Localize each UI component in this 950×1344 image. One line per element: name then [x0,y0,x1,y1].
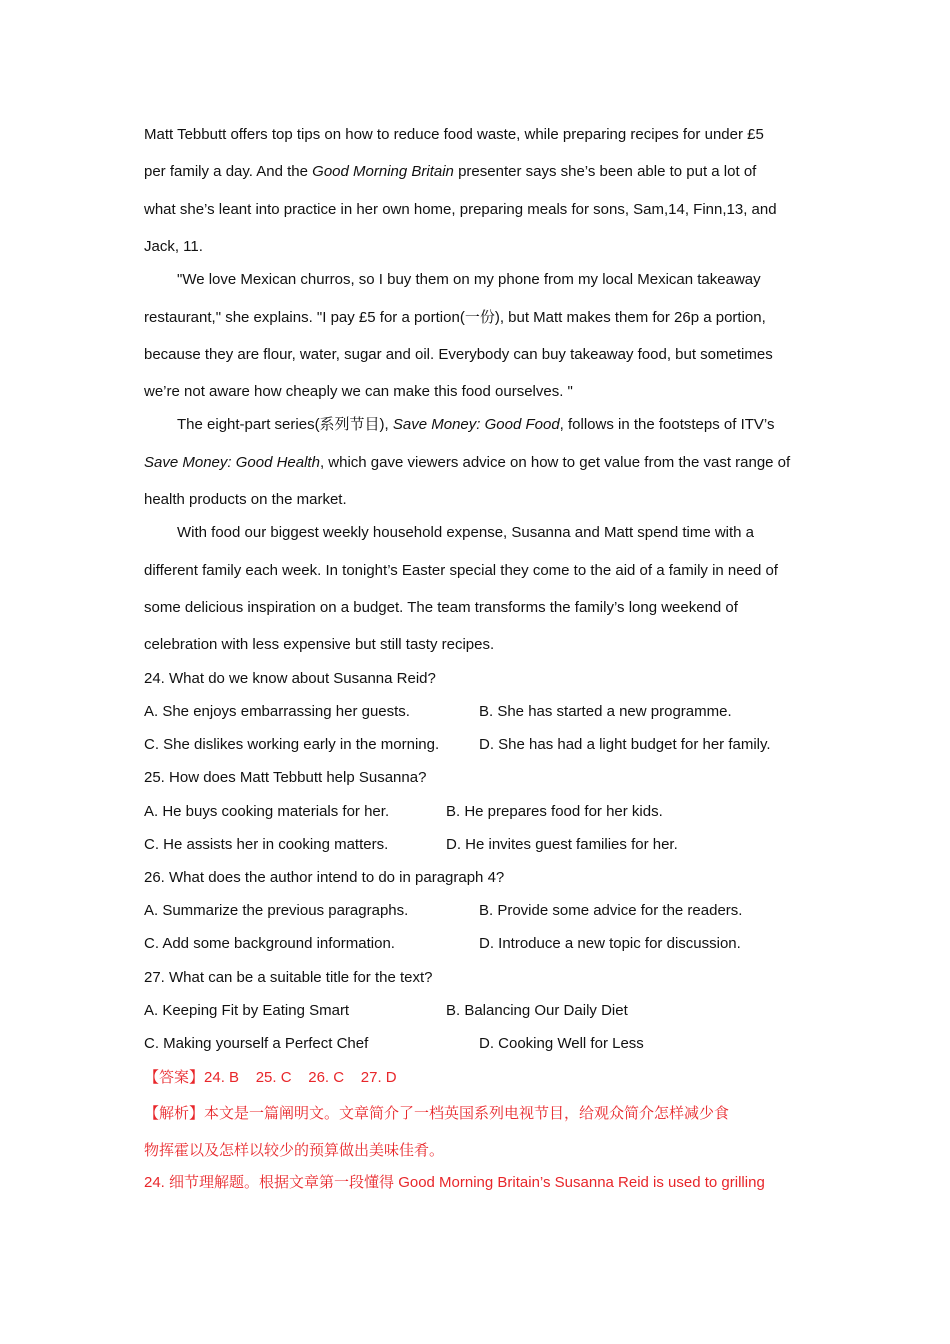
series-title-italic: Save Money: Good Food [392,416,560,433]
question-25-stem: 25. How does Matt Tebbutt help Susanna? [144,769,427,786]
p3-line-3: health products on the market. [144,491,347,508]
question-26-option-a: A. Summarize the previous paragraphs. [144,902,409,919]
question-27-option-b: B. Balancing Our Daily Diet [446,1002,628,1019]
p1-line-4: Jack, 11. [144,238,203,255]
question-24-option-c: C. She dislikes working early in the morning. [144,736,440,753]
p1-line-2: per family a day. And the Good Morning Britain presenter says she’s been able to put a lot of [144,163,757,180]
p4-line-2: different family each week. In tonight’s Easter special they come to the aid of a family in need of [144,562,778,579]
question-25-option-d: D. He invites guest families for her. [446,836,678,853]
show-title-italic: Good Morning Britain [312,163,454,180]
question-26-stem: 26. What does the author intend to do in paragraph 4? [144,869,505,886]
answer-values: 24. B 25. C 26. C 27. D [204,1069,397,1086]
p4-line-4: celebration with less expensive but still tasty recipes. [144,636,495,653]
p2-line-3: because they are flour, water, sugar and oil. Everybody can buy takeaway food, but sometimes [144,346,773,363]
question-24-option-d: D. She has had a light budget for her family. [479,736,771,753]
question-26-option-d: D. Introduce a new topic for discussion. [479,935,741,952]
answer-key [144,1068,397,1088]
series-title-italic-2: Save Money: Good Health [144,454,320,471]
p2-line-1: "We love Mexican churros, so I buy them on my phone from my local Mexican takeaway [177,271,761,288]
p1-line-1: Matt Tebbutt offers top tips on how to reduce food waste, while preparing recipes for under £5 [144,126,764,143]
p2-line-4: we’re not aware how cheaply we can make this food ourselves. " [144,383,573,400]
analysis-label: 【解析】 [144,1105,205,1122]
question-27-stem: 27. What can be a suitable title for the text? [144,969,433,986]
question-25-option-a: A. He buys cooking materials for her. [144,803,390,820]
p2-line-2: restaurant," she explains. "I pay £5 for a portion(一份), but Matt makes them for 26p a portion, [144,309,766,326]
answer-label: 【答案】 [144,1069,205,1086]
question-24-option-b: B. She has started a new programme. [479,703,732,720]
p3-line-1: The eight-part series(系列节目), Save Money: Good Food, follows in the footsteps of ITV’s [177,416,775,433]
question-26-option-c: C. Add some background information. [144,935,395,952]
question-24-stem: 24. What do we know about Susanna Reid? [144,670,436,687]
analysis-line-2: 物挥霍以及怎样以较少的预算做出美味佳肴。 [144,1142,445,1159]
analysis-line-3: 24. 细节理解题。根据文章第一段懂得 Good Morning Britain’s Susanna Reid is used to grilling [144,1174,765,1191]
question-24-option-a: A. She enjoys embarrassing her guests. [144,703,410,720]
p3-line-2: Save Money: Good Health, which gave viewers advice on how to get value from the vast range of [144,454,791,471]
question-26-option-b: B. Provide some advice for the readers. [479,902,743,919]
question-27-option-c: C. Making yourself a Perfect Chef [144,1035,369,1052]
p4-line-3: some delicious inspiration on a budget. The team transforms the family’s long weekend of [144,599,738,616]
question-25-option-b: B. He prepares food for her kids. [446,803,663,820]
analysis-line-1: 【解析】本文是一篇阐明文。文章简介了一档英国系列电视节目，给观众简介怎样减少食 [144,1105,730,1122]
p4-line-1: With food our biggest weekly household expense, Susanna and Matt spend time with a [177,524,755,541]
question-27-option-a: A. Keeping Fit by Eating Smart [144,1002,350,1019]
p1-line-3: what she’s leant into practice in her own home, preparing meals for sons, Sam,14, Finn,13, and [144,201,777,218]
question-27-option-d: D. Cooking Well for Less [479,1035,644,1052]
question-25-option-c: C. He assists her in cooking matters. [144,836,389,853]
